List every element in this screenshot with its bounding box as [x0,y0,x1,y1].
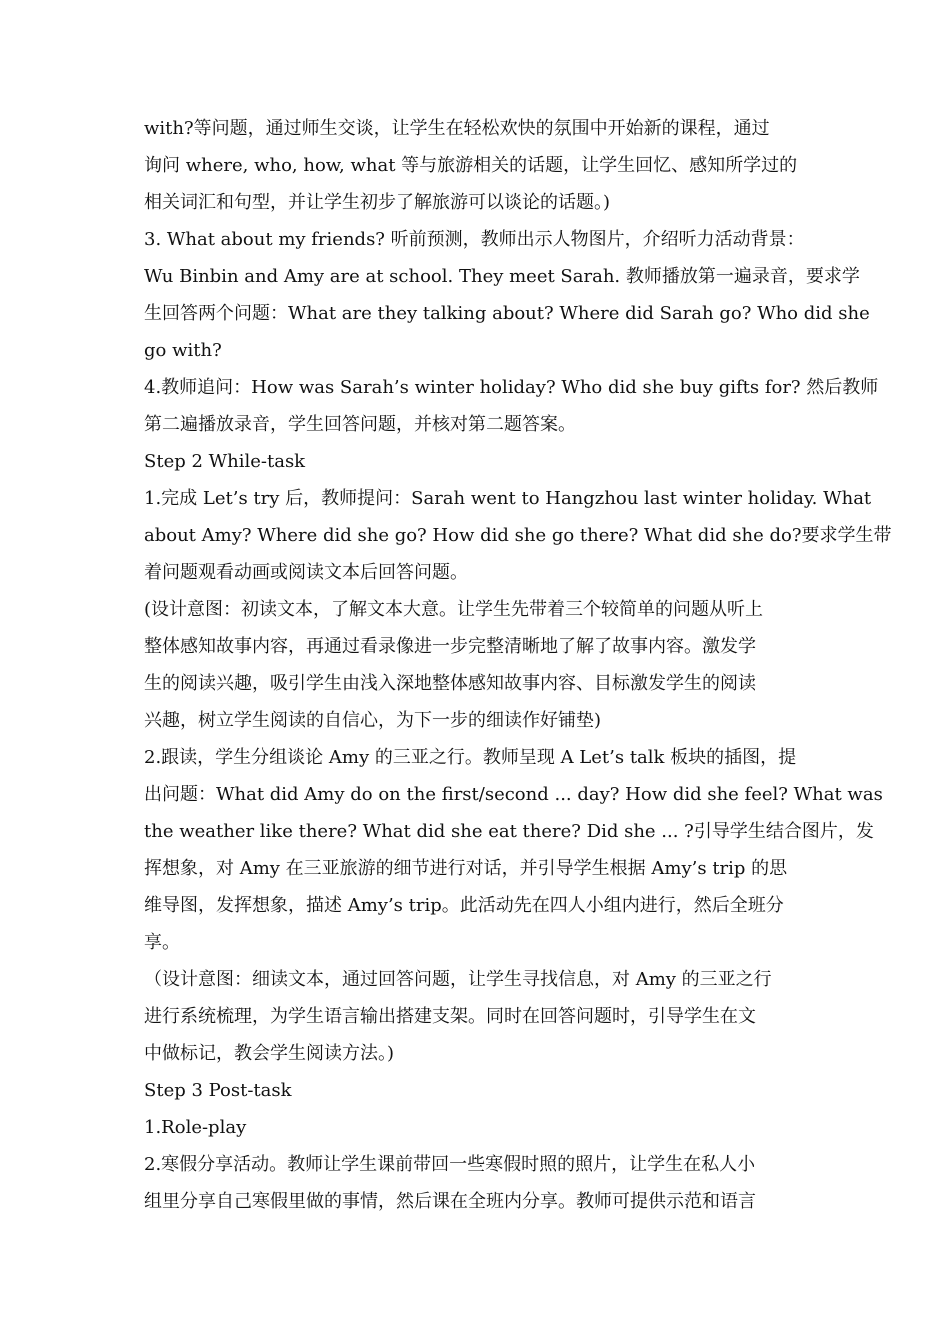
text-line: with?等问题，通过师生交谈，让学生在轻松欢快的氛围中开始新的课程，通过 [144,118,770,139]
text-line: 3. What about my friends? 听前预测，教师出示人物图片，介绍听力活动背景： [144,229,805,250]
text-line: 询问 where, who, how, what 等与旅游相关的话题，让学生回忆、感知所学过的 [144,155,798,176]
text-line: 享。 [144,932,180,953]
text-line: 生回答两个问题：What are they talking about? Where did Sarah go? Who did she [144,303,870,324]
text-line: about Amy? Where did she go? How did she go there? What did she do?要求学生带 [144,525,892,546]
text-line: （设计意图：细读文本，通过回答问题，让学生寻找信息，对 Amy 的三亚之行 [144,969,772,990]
text-line: 整体感知故事内容，再通过看录像进一步完整清晰地了解了故事内容。激发学 [144,636,756,657]
text-line: 1.完成 Let’s try 后，教师提问：Sarah went to Hangzhou last winter holiday. What [144,488,872,509]
text-line: 挥想象，对 Amy 在三亚旅游的细节进行对话，并引导学生根据 Amy’s trip 的思 [144,858,788,879]
text-line: 1.Role-play [144,1117,247,1138]
text-line: go with? [144,340,222,361]
text-line: 相关词汇和句型，并让学生初步了解旅游可以谈论的话题。) [144,192,611,213]
text-line: 2.寒假分享活动。教师让学生课前带回一些寒假时照的照片，让学生在私人小 [144,1154,756,1175]
text-line: 第二遍播放录音，学生回答问题，并核对第二题答案。 [144,414,576,435]
text-line: 生的阅读兴趣，吸引学生由浅入深地整体感知故事内容、目标激发学生的阅读 [144,673,756,694]
text-line: 4.教师追问：How was Sarah’s winter holiday? Who did she buy gifts for? 然后教师 [144,377,879,398]
section-heading: Step 2 While-task [144,451,306,472]
section-heading: Step 3 Post-task [144,1080,292,1101]
text-line: (设计意图：初读文本，了解文本大意。让学生先带着三个较简单的问题从听上 [144,599,764,620]
text-line: the weather like there? What did she eat there? Did she ... ?引导学生结合图片，发 [144,821,874,842]
text-line: 中做标记，教会学生阅读方法。) [144,1043,395,1064]
text-line: 进行系统梳理，为学生语言输出搭建支架。同时在回答问题时，引导学生在文 [144,1006,756,1027]
text-line: Wu Binbin and Amy are at school. They meet Sarah. 教师播放第一遍录音，要求学 [144,266,860,287]
text-line: 2.跟读，学生分组谈论 Amy 的三亚之行。教师呈现 A Let’s talk 板块的插图，提 [144,747,797,768]
text-line: 组里分享自己寒假里做的事情，然后课在全班内分享。教师可提供示范和语言 [144,1191,756,1212]
document-body [144,110,892,1220]
text-line: 着问题观看动画或阅读文本后回答问题。 [144,562,468,583]
text-line: 兴趣，树立学生阅读的自信心，为下一步的细读作好铺垫) [144,710,602,731]
text-line: 出问题：What did Amy do on the first/second ... day? How did she feel? What was [144,784,883,805]
text-line: 维导图，发挥想象，描述 Amy’s trip。此活动先在四人小组内进行，然后全班分 [144,895,784,916]
